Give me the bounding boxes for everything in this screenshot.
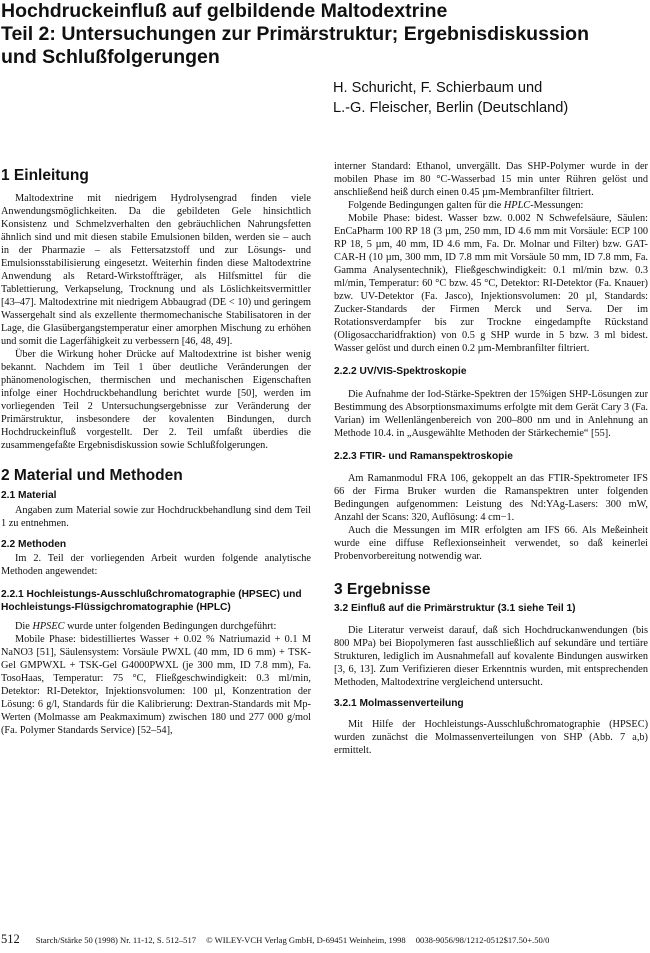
molar-mass-paragraph: Mit Hilfe der Hochleistungs-Ausschlußchromatographie (HPSEC) wurden zunächst die Molmassenverteilungen von SHP (Abb. 7 a,b) ermittelt. [334, 719, 648, 756]
section-2-2-2-heading: 2.2.2 UV/VIS-Spektroskopie [334, 366, 467, 377]
section-2-1-heading: 2.1 Material [1, 490, 57, 501]
right-column [334, 160, 648, 757]
hpsec-intro-post: wurde unter folgenden Bedingungen durchgeführt: [64, 621, 277, 632]
journal-citation: Starch/Stärke 50 (1998) Nr. 11-12, S. 512–517 [35, 935, 197, 945]
intro-paragraph-1: Maltodextrine mit niedrigem Hydrolysengrad finden viele Anwendungsmöglichkeiten. Da die gebildeten Gele hinsichtlich Konsistenz und Schmelzverhalten den gebräuchlichen Nahrungsfetten ähnlich sind und mit diesen stabile Emulsionen bilden, werden sie – auch in der Pharmazie – als Fettersatzstoff und zur Lösungs- und Emulsionsstabilisierung eingesetzt. Weiterhin finden diese Maltodextrine Anwendung als Retard-Wirkstoffträger, als Hilfsmittel für die Tablettierung, Verkapselung, Trocknung und als Löslichkeitsvermittler [43–47]. Maltodextrine mit niedrigem Abbaugrad (DE < 10) und geringem Wassergehalt sind als exzellente thermomechanische Stabilisatoren in der Lage, die Glasübergangstemperatur einer amorphen Mischung zu erhöhen und somit die Lagerfähigkeit zu verbessern [46, 48, 49]. [1, 193, 311, 347]
hplc-intro-pre: Folgende Bedingungen galten für die [348, 200, 504, 211]
section-2-2-heading: 2.2 Methoden [1, 538, 67, 550]
hplc-intro-term: HPLC [503, 200, 531, 211]
hpsec-conditions-paragraph: Mobile Phase: bidestilliertes Wasser + 0.02 % Natriumazid + 0.1 M NaNO3 [51], Säulensystem: Vorsäule PWXL (40 mm, ID 6 mm) + TSK-Gel GMPWXL + TSK-Gel G4000PWXL (je 300 mm, ID 7.8 mm), Fa. TosoHaas, Temperatur: 75 °C, Fließgeschwindigkeit: 0.3 ml/min, Detektor: RI-Detektor, Injektionsvolumen: 100 µl, Konzentration der Lösung: 6 g/l, Standards für die Kalibrierung: Dextran-Standards mit Mp-Werten (Molmasse am Peakmaximum) zwischen 180 und 277 000 g/mol (Fa. Polymer Standards Service) [52–54], [1, 634, 311, 736]
primary-structure-paragraph: Die Literatur verweist darauf, daß sich Hochdruckanwendungen (bis 800 MPa) bei Biopolymeren fast ausschließlich auf sekundäre und tertiäre Strukturen, lediglich im Ausnahmefall auf kovalente Bindungen auswirken [3, 6, 13]. Zum Verifizieren dieser Erkenntnis wurden, mit entsprechenden Methoden, Maltodextrine vergleichend untersucht. [334, 624, 648, 688]
methods-paragraph: Im 2. Teil der vorliegenden Arbeit wurden folgende analytische Methoden angewendet: [1, 553, 311, 577]
section-2-2-1-heading: 2.2.1 Hochleistungs-Ausschlußchromatographie (HPSEC) und Hochleistungs-Flüssigchromatographie (HPLC) [1, 589, 302, 613]
intro-paragraph-2: Über die Wirkung hoher Drücke auf Maltodextrine ist bisher wenig bekannt. Nachdem im Teil 1 über deutliche Veränderungen der phänomenologischen, thermischen und mechanischen Eigenschaften infolge einer Hochdruckbehandlung berichtet wurde [50], werden im vorliegenden Teil 2 Untersuchungsergebnisse zur Veränderung der Primärstruktur, insbesondere der kovalenten Bindungen, durch Hochdruckeinfluß vorgestellt. Der 2. Teil umfaßt überdies die zusammengefaßte Ergebnisdiskussion sowie Schlußfolgerungen. [1, 349, 311, 451]
author-block [333, 78, 648, 118]
authors-line-1: H. Schuricht, F. Schierbaum und [333, 80, 543, 96]
article-title [1, 0, 649, 69]
hpsec-continued-paragraph: interner Standard: Ethanol, unvergällt. Das SHP-Polymer wurde in der mobilen Phase im 80 °C-Wasserbad 15 min unter Rühren gelöst und anschließend heiß durch einen 0.45 µm-Membranfilter filtriert. [334, 161, 648, 198]
section-2-2-3-heading: 2.2.3 FTIR- und Ramanspektroskopie [334, 450, 513, 462]
section-3-2-1-heading: 3.2.1 Molmassenverteilung [334, 697, 464, 709]
section-3-2-heading: 3.2 Einfluß auf die Primärstruktur (3.1 siehe Teil 1) [334, 603, 576, 614]
title-line-1: Hochdruckeinfluß auf gelbildende Maltodextrine [1, 0, 448, 22]
ftir-paragraph-2: Auch die Messungen im MIR erfolgten am IFS 66. Als Meßeinheit wurde eine diffuse Reflexionseinheit verwendet, so daß keinerlei Probenvorbereitung notwendig war. [334, 525, 648, 562]
title-line-2: Teil 2: Untersuchungen zur Primärstruktur; Ergebnisdiskussion [1, 23, 589, 45]
hplc-conditions-paragraph: Mobile Phase: bidest. Wasser bzw. 0.002 N Schwefelsäure, Säulen: EnCaPharm 100 RP 18 (3 µm, 250 mm, ID 4.6 mm mit Vorsäule: ECP 100 RP 18, 5 µm, 40 mm, ID 4.6 mm, Fa. Dr. Molnar und Filter) bzw. GAT-CAR-H (10 µm, 300 mm, ID 7.8 mm mit Vorsäule 50 mm, ID 7.8 mm, Fa. Gamma Analysentechnik), Fließgeschwindigkeit: 0.1 ml/min bzw. 0.3 ml/min, Temperatur: 60 °C bzw. 45 °C, Detektor: RI-Detektor (Fa. Knauer) bzw. UV-Detektor (Fa. Jasco), Injektionsvolumen: 20 µl, Standards: Zucker-Standards der Firmen Merck und Serva. Der im Rotationsverdampfer bis zur Trockne eingedampfte Rückstand (Oligosaccharidfraktion) von 0.5 g SHP wurde in 5 bzw. 3 ml bidest. Wasser gelöst und durch einen 0.2 µm-Membranfilter filtriert. [334, 213, 648, 354]
left-column [1, 160, 311, 737]
publisher-line: © WILEY-VCH Verlag GmbH, D-69451 Weinheim, 1998 [206, 935, 406, 945]
ftir-paragraph-1: Am Ramanmodul FRA 106, gekoppelt an das FTIR-Spektrometer IFS 66 der Firma Bruker wurden die Ramanspektren unter folgenden Bedingungen aufgenommen: Leistung des Nd:YAg-Lasers: 300 mW, Anzahl der Scans: 320, Auflösung: 4 cm−1. [334, 473, 648, 523]
hpsec-intro-term: HPSEC [32, 621, 65, 632]
page-footer [1, 933, 649, 946]
issn-code: 0038-9056/98/1212-0512$17.50+.50/0 [415, 935, 550, 945]
section-2-heading: 2 Material und Methoden [1, 467, 183, 484]
hpsec-intro-pre: Die [15, 621, 33, 632]
authors-line-2: L.-G. Fleischer, Berlin (Deutschland) [333, 100, 569, 116]
title-line-3: und Schlußfolgerungen [1, 46, 220, 68]
page-number: 512 [1, 932, 20, 946]
material-paragraph: Angaben zum Material sowie zur Hochdruckbehandlung sind dem Teil 1 zu entnehmen. [1, 504, 311, 529]
hplc-intro-post: -Messungen: [530, 200, 584, 211]
section-3-heading: 3 Ergebnisse [334, 581, 431, 598]
hplc-intro-paragraph [334, 199, 648, 212]
uvvis-paragraph: Die Aufnahme der Iod-Stärke-Spektren der 15%igen SHP-Lösungen zur Bestimmung des Absorptionsmaximums erfolgte mit dem Gerät Cary 3 (Fa. Varian) im Wellenlängenbereich von 200–800 nm und in Anlehnung an Methode 10.4. in „Ausgewählte Methoden der Stärkechemie“ [55]. [334, 388, 648, 439]
hpsec-intro-paragraph [1, 620, 311, 633]
section-1-heading: 1 Einleitung [1, 167, 89, 184]
